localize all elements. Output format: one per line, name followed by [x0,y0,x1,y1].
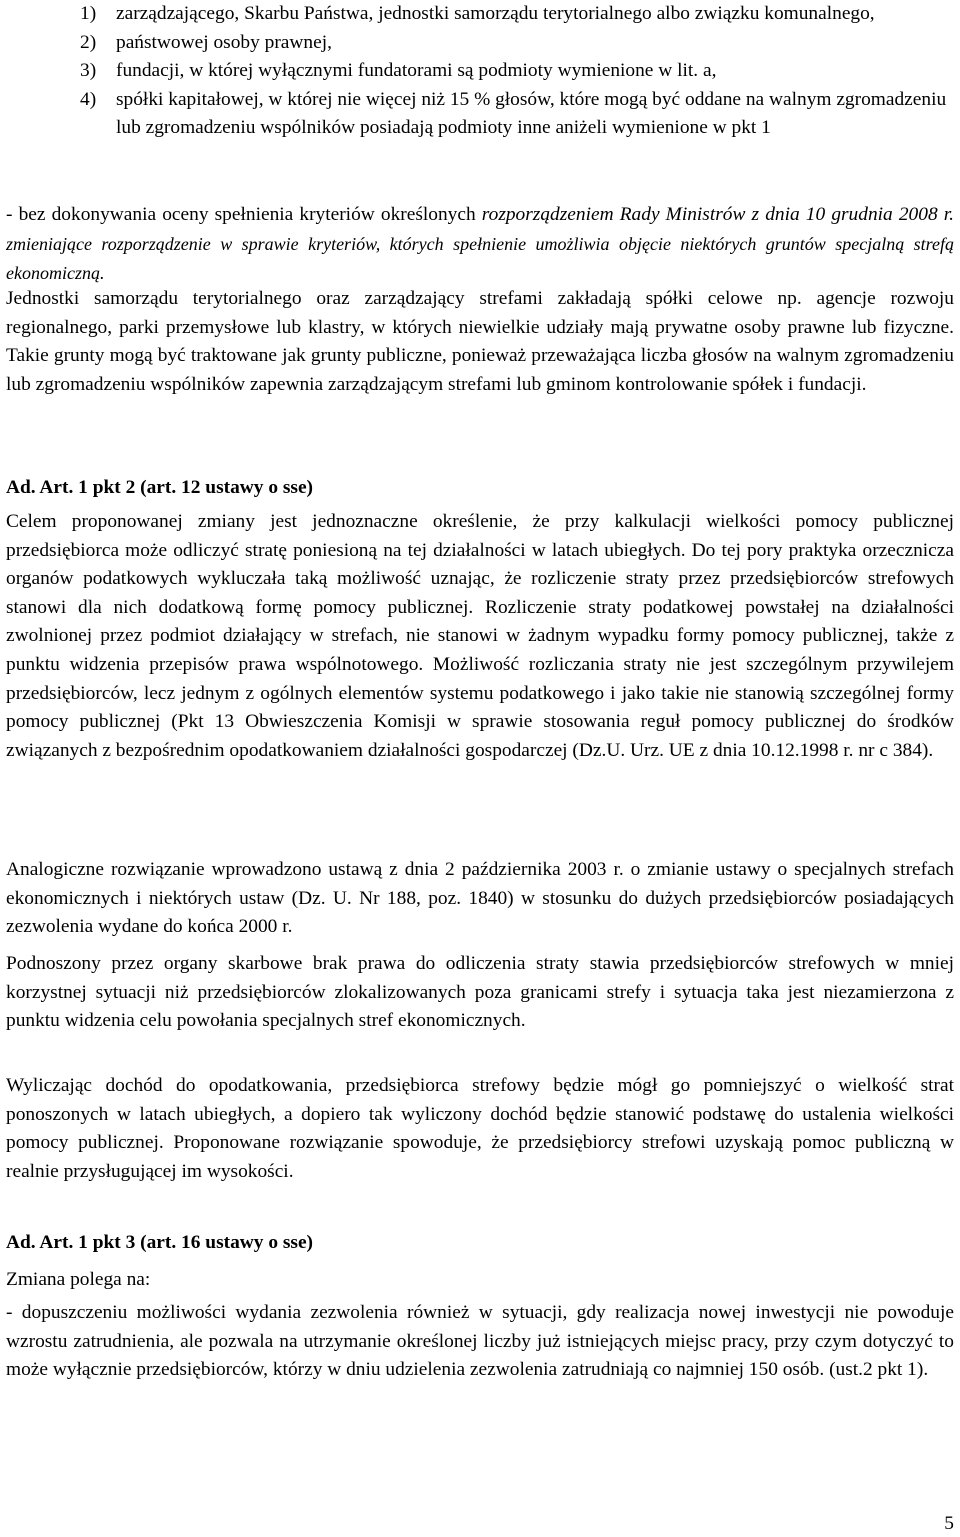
paragraph-text: Podnoszony przez organy skarbowe brak prawa do odliczenia straty stawia przedsiębiorców strefowych w mniej korzystnej sytuacji niż przedsiębiorców zlokalizowanych poza granicami strefy i sytuacja taka jest niezamierzona z punktu widzenia celu powołania specjalnych stref ekonomicznych. [6,953,954,1032]
list-item-text: zarządzającego, Skarbu Państwa, jednostki samorządu terytorialnego albo związku komunalnego, [116,3,875,24]
paragraph [6,950,954,1036]
list-item-text: spółki kapitałowej, w której nie więcej niż 15 % głosów, które mogą być oddane na walnym zgromadzeniu lub zgromadzeniu wspólników posiadają podmioty inne aniżeli wymienione w pkt 1 [116,88,947,139]
list-item [6,86,954,143]
regulation-reference: rozporządzeniem Rady Ministrów z dnia 10 grudnia 2008 r. [481,204,955,225]
dash-paragraph-lead: - bez dokonywania oceny spełnienia kryteriów określonych [6,204,482,225]
list-item-number: 2) [80,31,97,53]
paragraph [6,1299,954,1385]
section-heading [6,1229,954,1258]
regulation-title: zmieniające rozporządzenie w sprawie kryteriów, których spełnienie umożliwia objęcie niektórych gruntów specjalną strefą ekonomiczną. [6,233,954,284]
section-heading-text: Ad. Art. 1 pkt 2 (art. 12 ustawy o sse) [6,477,314,498]
paragraph [6,285,954,399]
paragraph-text: - dopuszczeniu możliwości wydania zezwolenia również w sytuacji, gdy realizacja nowej inwestycji nie powoduje wzrostu zatrudnienia, ale pozwala na utrzymanie określonej liczby już istniejących miejsc pracy, przy czym dotyczyć to może wyłącznie przedsiębiorców, którzy w dniu udzielenia zezwolenia zatrudniają co najmniej 150 osób. (ust.2 pkt 1). [6,1302,954,1381]
paragraph [6,1072,954,1186]
list-item [6,57,954,86]
paragraph [6,508,954,765]
paragraph-text: Jednostki samorządu terytorialnego oraz zarządzający strefami zakładają spółki celowe np. agencje rozwoju regionalnego, parki przemysłowe lub klastry, w których niewielkie udziały mają prywatne osoby prawne lub fizyczne. Takie grunty mogą być traktowane jak grunty publiczne, ponieważ przeważająca liczba głosów na walnym zgromadzeniu lub zgromadzeniu wspólników zapewnia zarządzającym strefami lub gminom kontrolowanie spółek i fundacji. [6,288,954,395]
paragraph [6,1266,954,1295]
page-number: 5 [944,1513,954,1534]
dash-paragraph [6,200,954,289]
list-item [6,29,954,58]
paragraph-text: Analogiczne rozwiązanie wprowadzono ustawą z dnia 2 października 2003 r. o zmianie ustawy o specjalnych strefach ekonomicznych i niektórych ustaw (Dz. U. Nr 188, poz. 1840) w stosunku do dużych przedsiębiorców posiadających zezwolenia wydane do końca 2000 r. [6,859,954,938]
list-item-number: 3) [80,60,97,82]
section-heading [6,474,954,503]
list-item-number: 4) [80,88,97,110]
paragraph-text: Zmiana polega na: [6,1269,151,1290]
enumerated-list [6,0,954,143]
section-heading-text: Ad. Art. 1 pkt 3 (art. 16 ustawy o sse) [6,1232,314,1253]
paragraph-text: Celem proponowanej zmiany jest jednoznaczne określenie, że przy kalkulacji wielkości pomocy publicznej przedsiębiorca może odliczyć stratę poniesioną na tej działalności w latach ubiegłych. Do tej pory praktyka orzecznicza organów podatkowych wykluczała taką możliwość uznając, że rozliczenie straty przez przedsiębiorców strefowych stanowi dla nich dodatkową formę pomocy publicznej. Rozliczenie straty podatkowej powstałej na działalności zwolnionej przez podmiot działający w strefach, nie stanowi w żadnym wypadku formy pomocy publicznej, także z punktu widzenia przepisów prawa wspólnotowego. Możliwość rozliczania straty nie jest szczególnym przywilejem przedsiębiorców, lecz jednym z ogólnych elementów systemu podatkowego i jako takie nie stanowią szczególnej formy pomocy publicznej (Pkt 13 Obwieszczenia Komisji w sprawie stosowania reguł pomocy publicznej do środków związanych z bezpośrednim opodatkowaniem działalności gospodarczej (Dz.U. Urz. UE z dnia 10.12.1998 r. nr c 384). [6,511,954,761]
list-item-text: fundacji, w której wyłącznymi fundatorami są podmioty wymienione w lit. a, [116,60,717,82]
list-item-text: państwowej osoby prawnej, [116,31,332,53]
list-item [6,0,954,29]
list-item-number: 1) [80,3,97,24]
paragraph-text: Wyliczając dochód do opodatkowania, przedsiębiorca strefowy będzie mógł go pomniejszyć o wielkość strat ponoszonych w latach ubiegłych, a dopiero tak wyliczony dochód będzie stanowić podstawę do ustalenia wielkości pomocy publicznej. Proponowane rozwiązanie spowoduje, że przedsiębiorcy strefowi uzyskają pomoc publiczną w realnie przysługującej im wysokości. [6,1075,954,1182]
paragraph [6,856,954,942]
